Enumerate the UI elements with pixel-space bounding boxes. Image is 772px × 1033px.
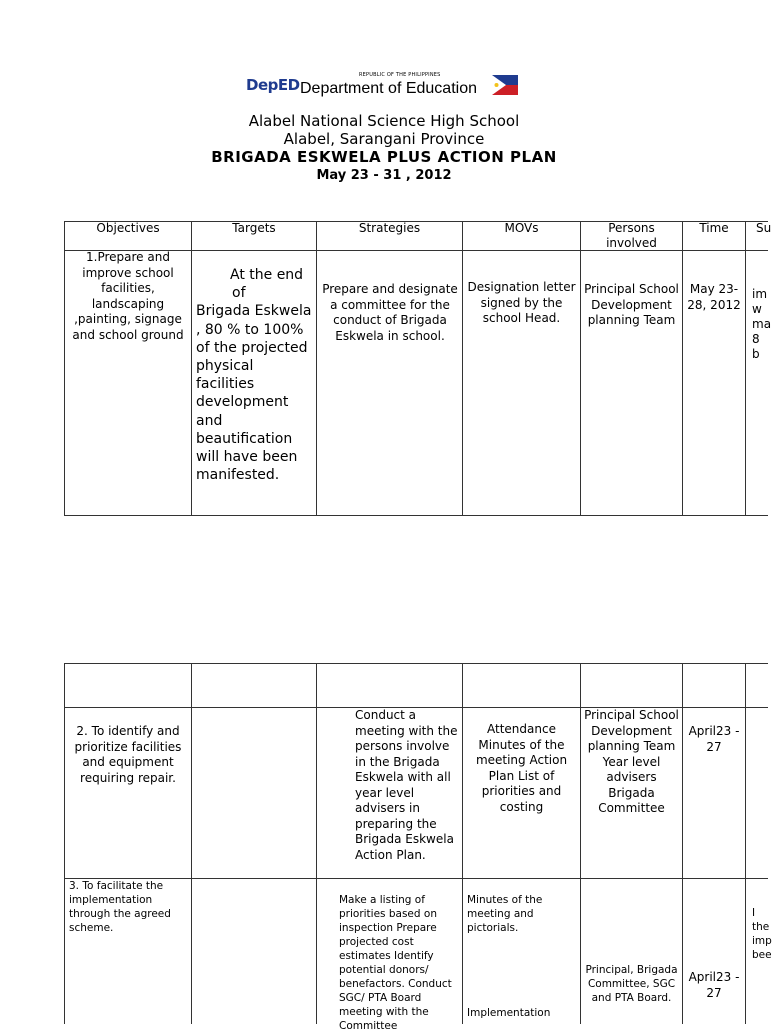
school-name: Alabel National Science High School [248,112,520,130]
header-movs: MOVs [504,221,539,235]
header-targets: Targets [232,221,276,235]
row1-success-fragment: im w ma 8 b [752,287,772,361]
row2-persons: Principal School Development planning Team Year level advisers Brigada Committee [584,708,679,815]
header-persons-involved: Persons involved [606,221,657,250]
row1-target: At the end of Brigada Eskwela , 80 % to 100% of the projected physical facilities development and beautification will have been manifested. [196,267,312,484]
row1-objective: 1.Prepare and improve school facilities, landscaping ,painting, signage and school ground [72,250,184,342]
header-strategies: Strategies [358,221,421,235]
row1-strategy: Prepare and designate a committee for the conduct of Brigada Eskwela in school. [322,282,458,343]
republic-label: REPUBLIC OF THE PHILIPPINES [359,72,441,78]
row1-mov: Designation letter signed by the school Head. [467,280,576,325]
philippine-flag-icon [492,75,518,95]
row1-time: May 23-28, 2012 [687,282,741,312]
row3-success-fragment: I the imp bee [752,907,772,961]
row2-time: April23 - 27 [688,724,740,754]
row3-persons: Principal, Brigada Committee, SGC and PTA Board. [585,964,678,1004]
header-objectives: Objectives [96,221,160,235]
deped-logo: DepED [246,76,300,94]
row1-persons: Principal School Development planning Team [584,282,679,327]
deped-letterhead [246,72,526,102]
row3-mov-top: Minutes of the meeting and pictorials. [467,894,543,934]
header-success-indicator: Su [756,221,772,235]
row3-mov-bottom: Implementation [467,1007,551,1019]
plan-title: BRIGADA ESKWELA PLUS ACTION PLAN [211,148,557,166]
row3-time: April23 - 27 [688,970,740,1000]
school-province: Alabel, Sarangani Province [283,130,485,148]
row2-objective: 2. To identify and prioritize facilities and equipment requiring repair. [74,724,182,785]
department-name: Department of Education [300,80,477,97]
row3-strategy: Make a listing of priorities based on inspection Prepare projected cost estimates Identify potential donors/ benefactors. Conduct SGC/ PTA Board meeting with the Committee [339,894,452,1032]
plan-dates: May 23 - 31 , 2012 [316,168,452,183]
header-time: Time [699,221,729,235]
row2-strategy: Conduct a meeting with the persons involve in the Brigada Eskwela with all year level advisers in preparing the Brigada Eskwela Action Plan. [355,708,458,862]
row2-mov: Attendance Minutes of the meeting Action Plan List of priorities and costing [475,722,568,814]
row3-objective: 3. To facilitate the implementation through the agreed scheme. [69,880,171,934]
